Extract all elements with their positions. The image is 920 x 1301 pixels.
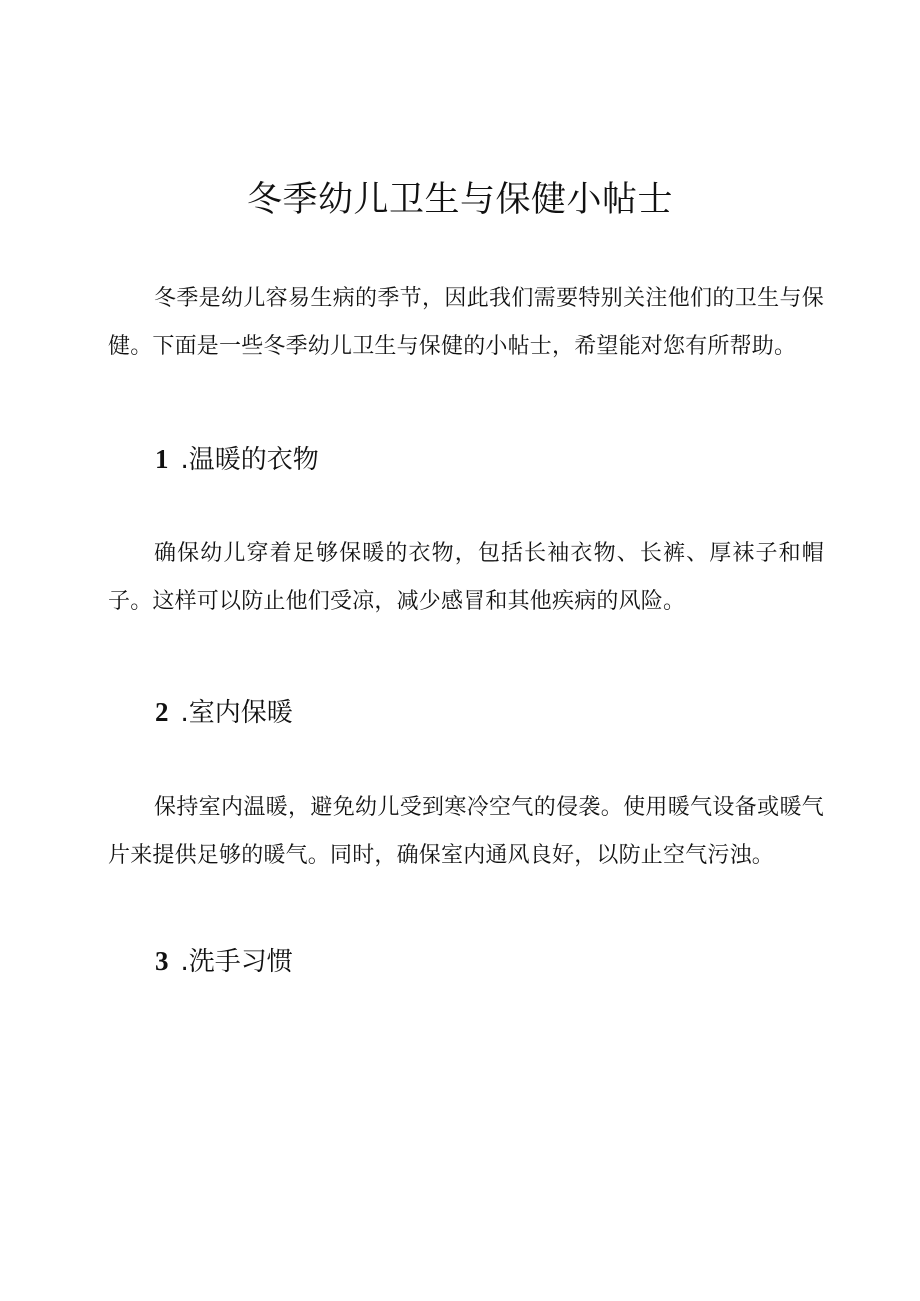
section-heading-2 — [155, 692, 293, 733]
section-title-2: .室内保暖 — [180, 698, 293, 728]
section-number-2: 2 — [155, 697, 169, 727]
section-title-3: .洗手习惯 — [180, 947, 293, 977]
section-number-3: 3 — [155, 946, 169, 976]
section-body-1: 确保幼儿穿着足够保暖的衣物，包括长袖衣物、长裤、厚袜子和帽子。这样可以防止他们受凉，减少感冒和其他疾病的风险。 — [108, 541, 824, 614]
section-heading-1 — [155, 439, 319, 480]
document-title: 冬季幼儿卫生与保健小帖士 — [246, 180, 673, 220]
section-number-1: 1 — [155, 444, 169, 474]
section-heading-3 — [155, 941, 293, 982]
section-body-2: 保持室内温暖，避免幼儿受到寒冷空气的侵袭。使用暖气设备或暖气片来提供足够的暖气。同时，确保室内通风良好，以防止空气污浊。 — [108, 795, 824, 868]
section-title-1: .温暖的衣物 — [180, 445, 319, 475]
intro-paragraph: 冬季是幼儿容易生病的季节，因此我们需要特别关注他们的卫生与保健。下面是一些冬季幼儿卫生与保健的小帖士，希望能对您有所帮助。 — [108, 286, 824, 359]
